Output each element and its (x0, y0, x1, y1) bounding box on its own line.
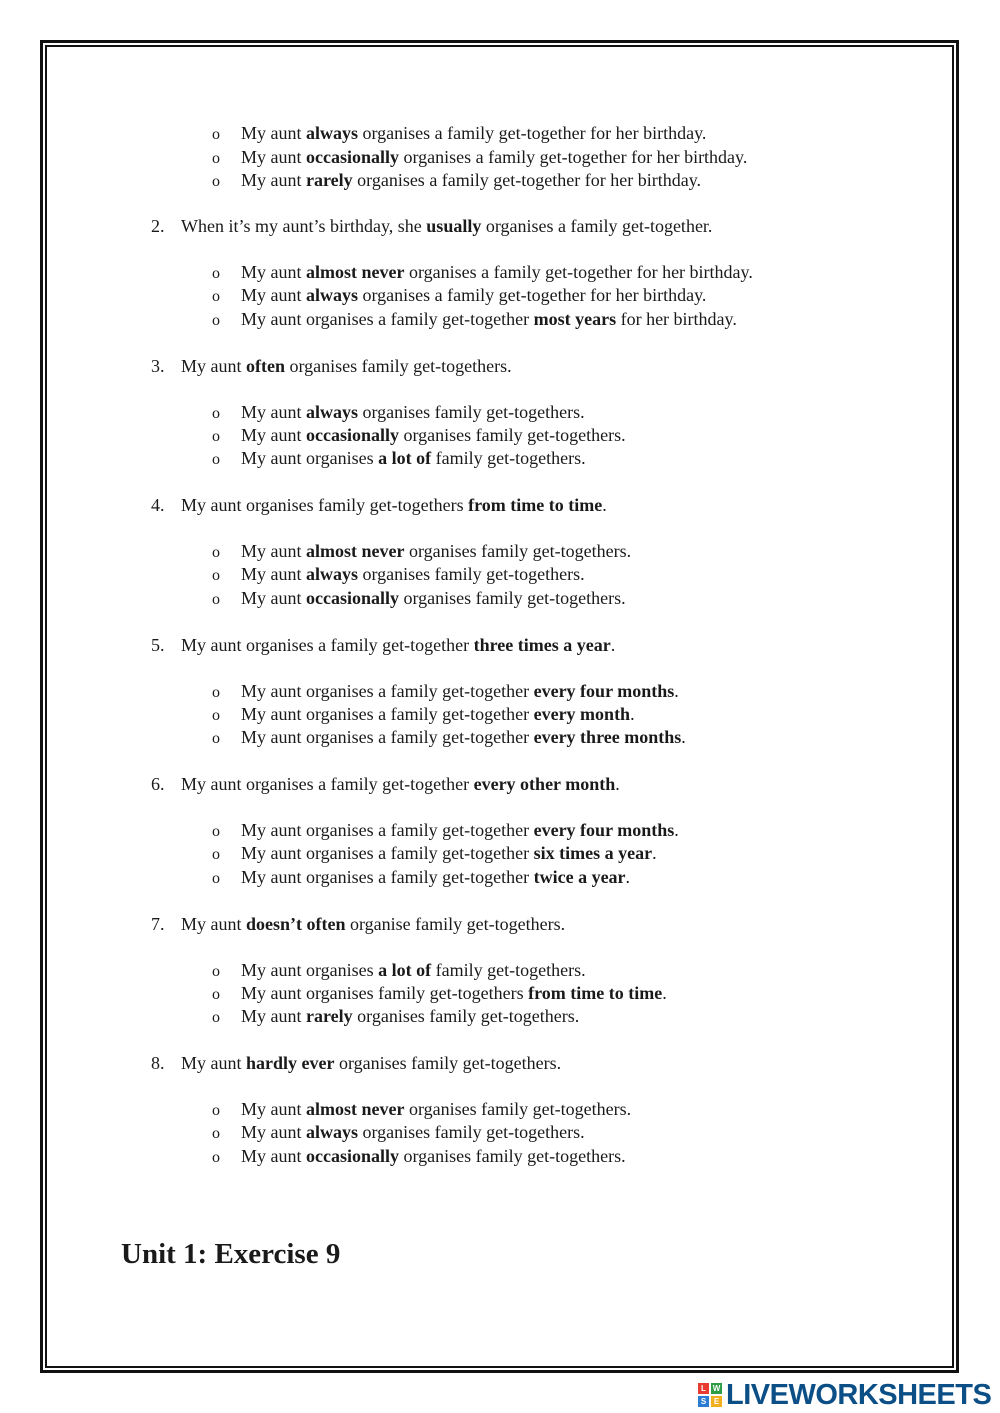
sentence-text: My aunt organises a family get-together (241, 309, 534, 329)
sentence-text: family get-togethers. (431, 960, 586, 980)
answer-option[interactable] (212, 447, 586, 471)
answer-option[interactable] (212, 959, 586, 983)
frequency-expression: every four months (533, 681, 675, 701)
sentence-text: My aunt organises a family get-together (241, 727, 534, 747)
frequency-expression: six times a year (533, 843, 653, 863)
answer-option[interactable] (212, 842, 657, 866)
sentence-text: My aunt (241, 425, 306, 445)
answer-option[interactable] (212, 726, 686, 750)
option-bullet-icon: o (212, 591, 220, 608)
logo-tile: L (698, 1383, 709, 1394)
answer-option[interactable] (212, 401, 585, 425)
question-number: 8. (151, 1053, 165, 1073)
sentence-text: My aunt (241, 170, 306, 190)
option-bullet-icon: o (212, 451, 220, 468)
option-bullet-icon: o (212, 428, 220, 445)
sentence-text: organises a family get-together for her birthday. (399, 147, 748, 167)
answer-option[interactable] (212, 146, 747, 170)
option-bullet-icon: o (212, 1102, 220, 1119)
sentence-text: organises a family get-together for her birthday. (352, 170, 702, 190)
sentence-text: My aunt (241, 262, 306, 282)
answer-option[interactable] (212, 169, 701, 193)
sentence-text: My aunt organises a family get-together (181, 635, 474, 655)
option-bullet-icon: o (212, 567, 220, 584)
sentence-text: My aunt (241, 541, 306, 561)
sentence-text: . (610, 635, 616, 655)
answer-option[interactable] (212, 1005, 579, 1029)
question-number: 5. (151, 635, 165, 655)
sentence-text: organises family get-togethers. (358, 1122, 585, 1142)
answer-option[interactable] (212, 540, 631, 564)
frequency-expression: every four months (533, 820, 675, 840)
answer-option[interactable] (212, 703, 635, 727)
sentence-text: . (630, 704, 635, 724)
answer-option[interactable] (212, 1145, 626, 1169)
answer-option[interactable] (212, 982, 667, 1006)
sentence-text: organises family get-togethers. (404, 541, 632, 561)
sentence-text: organises family get-togethers. (334, 1053, 562, 1073)
frequency-expression: always (306, 564, 359, 584)
sentence-text: . (681, 727, 686, 747)
question-prompt (151, 634, 615, 656)
sentence-text: . (674, 681, 679, 701)
question-prompt (151, 913, 565, 935)
sentence-text: My aunt (241, 147, 306, 167)
sentence-text: My aunt (241, 1146, 306, 1166)
option-bullet-icon: o (212, 730, 220, 747)
question-prompt (151, 494, 607, 516)
option-bullet-icon: o (212, 846, 220, 863)
question-number: 4. (151, 495, 165, 515)
option-bullet-icon: o (212, 126, 220, 143)
frequency-expression: occasionally (306, 1146, 399, 1166)
sentence-text: . (625, 867, 631, 887)
sentence-text: . (615, 774, 620, 794)
frequency-expression: often (246, 356, 285, 376)
sentence-text: organises family get-togethers. (358, 564, 585, 584)
sentence-text: My aunt (181, 914, 246, 934)
sentence-text: My aunt (181, 356, 246, 376)
answer-option[interactable] (212, 122, 706, 146)
sentence-text: My aunt organises a family get-together (241, 681, 534, 701)
option-bullet-icon: o (212, 265, 220, 282)
answer-option[interactable] (212, 261, 753, 285)
sentence-text: My aunt (241, 1122, 306, 1142)
option-bullet-icon: o (212, 684, 220, 701)
sentence-text: . (602, 495, 607, 515)
answer-option[interactable] (212, 1098, 631, 1122)
sentence-text: My aunt (241, 285, 306, 305)
frequency-expression: rarely (306, 1006, 353, 1026)
sentence-text: organises family get-togethers. (285, 356, 512, 376)
frequency-expression: always (306, 1122, 359, 1142)
sentence-text: My aunt (241, 564, 306, 584)
frequency-expression: a lot of (378, 960, 432, 980)
sentence-text: My aunt (241, 402, 306, 422)
sentence-text: organises a family get-together for her birthday. (358, 285, 707, 305)
sentence-text: organises family get-togethers. (352, 1006, 580, 1026)
sentence-text: organises family get-togethers. (404, 1099, 632, 1119)
sentence-text: My aunt (241, 588, 306, 608)
unit-title: Unit 1: Exercise 9 (121, 1238, 341, 1270)
sentence-text: organises family get-togethers. (399, 588, 626, 608)
frequency-expression: three times a year (473, 635, 611, 655)
sentence-text: My aunt organises a family get-together (241, 843, 534, 863)
option-bullet-icon: o (212, 707, 220, 724)
frequency-expression: twice a year (533, 867, 626, 887)
sentence-text: My aunt organises a family get-together (181, 774, 474, 794)
sentence-text: organises a family get-together. (481, 216, 713, 236)
option-bullet-icon: o (212, 986, 220, 1003)
frequency-expression: rarely (306, 170, 353, 190)
sentence-text: . (674, 820, 679, 840)
sentence-text: My aunt (241, 1099, 306, 1119)
sentence-text: organises family get-togethers. (358, 402, 585, 422)
option-bullet-icon: o (212, 405, 220, 422)
answer-option[interactable] (212, 284, 706, 308)
logo-tile: W (712, 1384, 721, 1393)
question-number: 2. (151, 216, 165, 236)
option-bullet-icon: o (212, 288, 220, 305)
answer-option[interactable] (212, 587, 626, 611)
answer-option[interactable] (212, 866, 630, 890)
option-bullet-icon: o (212, 1149, 220, 1166)
frequency-expression: doesn’t often (246, 914, 346, 934)
question-prompt (151, 355, 512, 377)
sentence-text: . (662, 983, 667, 1003)
frequency-expression: usually (426, 216, 482, 236)
frequency-expression: always (306, 123, 359, 143)
frequency-expression: occasionally (306, 588, 399, 608)
frequency-expression: almost never (306, 262, 405, 282)
logo-tile: S (698, 1396, 709, 1407)
question-number: 3. (151, 356, 165, 376)
question-prompt (151, 773, 620, 795)
sentence-text: for her birthday. (616, 309, 737, 329)
frequency-expression: occasionally (306, 425, 399, 445)
frequency-expression: almost never (306, 1099, 405, 1119)
liveworksheets-logo-icon (698, 1383, 722, 1407)
answer-option[interactable] (212, 819, 679, 843)
frequency-expression: almost never (306, 541, 405, 561)
sentence-text: My aunt (181, 1053, 246, 1073)
sentence-text: My aunt organises a family get-together (241, 867, 534, 887)
answer-option[interactable] (212, 424, 626, 448)
question-prompt (151, 215, 712, 237)
liveworksheets-logo[interactable] (698, 1378, 991, 1412)
sentence-text: When it’s my aunt’s birthday, she (181, 216, 427, 236)
sentence-text: My aunt organises family get-togethers (241, 983, 529, 1003)
option-bullet-icon: o (212, 1009, 220, 1026)
option-bullet-icon: o (212, 150, 220, 167)
frequency-expression: always (306, 285, 359, 305)
sentence-text: organises family get-togethers. (399, 1146, 626, 1166)
option-bullet-icon: o (212, 1125, 220, 1142)
frequency-expression: every three months (533, 727, 682, 747)
sentence-text: My aunt organises a family get-together (241, 704, 534, 724)
sentence-text: organises family get-togethers. (399, 425, 626, 445)
sentence-text: My aunt organises (241, 448, 379, 468)
frequency-expression: every other month (473, 774, 616, 794)
option-bullet-icon: o (212, 312, 220, 329)
sentence-text: My aunt organises a family get-together (241, 820, 534, 840)
option-bullet-icon: o (212, 963, 220, 980)
answer-option[interactable] (212, 1121, 585, 1145)
frequency-expression: most years (533, 309, 617, 329)
sentence-text: My aunt organises family get-togethers (181, 495, 469, 515)
frequency-expression: from time to time (528, 983, 663, 1003)
liveworksheets-brand-text: LIVEWORKSHEETS (726, 1378, 992, 1411)
option-bullet-icon: o (212, 544, 220, 561)
frequency-expression: from time to time (468, 495, 603, 515)
answer-option[interactable] (212, 563, 585, 587)
question-prompt (151, 1052, 561, 1074)
sentence-text: My aunt (241, 123, 306, 143)
sentence-text: organise family get-togethers. (345, 914, 566, 934)
option-bullet-icon: o (212, 870, 220, 887)
sentence-text: My aunt (241, 1006, 306, 1026)
frequency-expression: occasionally (306, 147, 399, 167)
sentence-text: . (652, 843, 657, 863)
sentence-text: My aunt organises (241, 960, 379, 980)
sentence-text: organises a family get-together for her birthday. (404, 262, 753, 282)
answer-option[interactable] (212, 680, 679, 704)
option-bullet-icon: o (212, 823, 220, 840)
frequency-expression: a lot of (378, 448, 432, 468)
sentence-text: organises a family get-together for her birthday. (358, 123, 707, 143)
answer-option[interactable] (212, 308, 737, 332)
frequency-expression: always (306, 402, 359, 422)
question-number: 6. (151, 774, 165, 794)
option-bullet-icon: o (212, 173, 220, 190)
question-number: 7. (151, 914, 165, 934)
logo-tile: E (711, 1396, 722, 1407)
frequency-expression: hardly ever (246, 1053, 335, 1073)
frequency-expression: every month (533, 704, 631, 724)
sentence-text: family get-togethers. (431, 448, 586, 468)
